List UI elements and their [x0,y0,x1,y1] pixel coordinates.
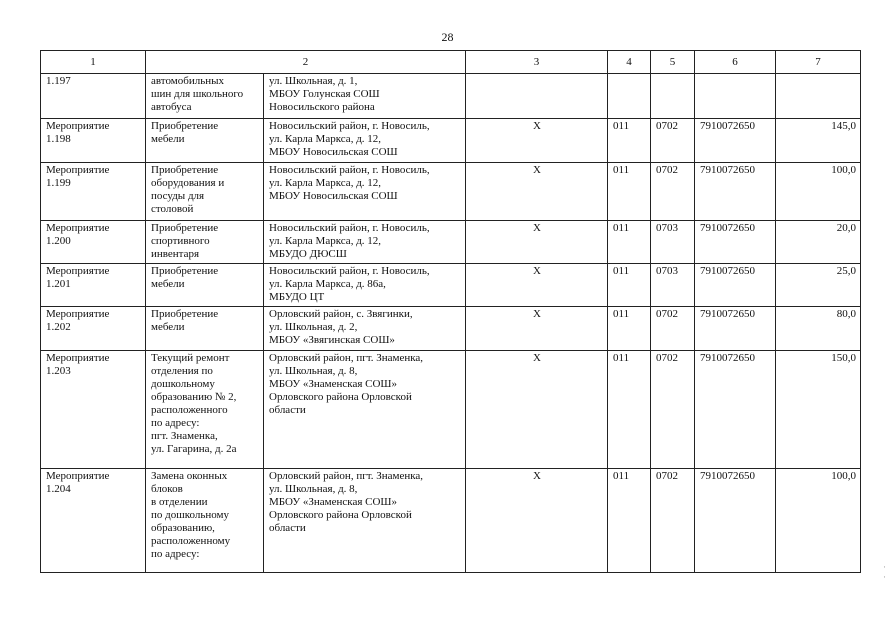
row-section-cell: 0702 [651,469,695,573]
row-amount-cell: 80,0 [776,307,861,351]
row-amount-cell: 145,0 [776,119,861,163]
row-code-cell: 011 [608,307,651,351]
row-name-cell: автомобильных шин для школьного автобуса [146,74,264,119]
row-id-cell: Мероприятие 1.198 [41,119,146,163]
table-row [41,307,861,351]
row-amount-cell: 20,0 [776,221,861,264]
row-target-cell: 7910072650 [695,264,776,307]
row-amount-cell: 150,0 [776,351,861,469]
row-address-cell: Новосильский район, г. Новосиль, ул. Карла Маркса, д. 12, МБОУ Новосильская СОШ [264,119,466,163]
row-x-cell [466,74,608,119]
row-code-cell [608,74,651,119]
header-row [41,51,861,74]
row-name-cell: Приобретение спортивного инвентаря [146,221,264,264]
table-row [41,469,861,573]
header-col-1: 1 [41,51,146,74]
row-id-cell: Мероприятие 1.201 [41,264,146,307]
table-row [41,119,861,163]
row-code-cell: 011 [608,469,651,573]
row-name-cell: Замена оконных блоков в отделении по дошкольному образованию, расположенному по адресу: [146,469,264,573]
row-name-cell: Приобретение оборудования и посуды для столовой [146,163,264,221]
row-code-cell: 011 [608,163,651,221]
row-x-cell: Х [466,163,608,221]
row-amount-cell: 100,0 [776,469,861,573]
table-row [41,221,861,264]
row-code-cell: 011 [608,264,651,307]
row-target-cell: 7910072650 [695,307,776,351]
row-target-cell: 7910072650 [695,163,776,221]
row-id-cell: Мероприятие 1.199 [41,163,146,221]
row-x-cell: Х [466,307,608,351]
row-x-cell: Х [466,221,608,264]
row-section-cell: 0703 [651,264,695,307]
row-section-cell [651,74,695,119]
row-section-cell: 0703 [651,221,695,264]
row-id-cell: 1.197 [41,74,146,119]
row-address-cell: Новосильский район, г. Новосиль, ул. Карла Маркса, д. 12, МБОУ Новосильская СОШ [264,163,466,221]
row-id-cell: Мероприятие 1.204 [41,469,146,573]
row-target-cell: 7910072650 [695,119,776,163]
page-number: 28 [441,30,454,44]
row-target-cell: 7910072650 [695,221,776,264]
row-address-cell: Орловский район, с. Звягинки, ул. Школьная, д. 2, МБОУ «Звягинская СОШ» [264,307,466,351]
row-code-cell: 011 [608,351,651,469]
row-address-cell: Орловский район, пгт. Знаменка, ул. Школьная, д. 8, МБОУ «Знаменская СОШ» Орловского района Орловской области [264,351,466,469]
row-address-cell: ул. Школьная, д. 1, МБОУ Голунская СОШ Новосильского района [264,74,466,119]
row-name-cell: Приобретение мебели [146,119,264,163]
row-target-cell [695,74,776,119]
row-target-cell: 7910072650 [695,351,776,469]
row-section-cell: 0702 [651,307,695,351]
row-code-cell: 011 [608,221,651,264]
row-x-cell: Х [466,351,608,469]
row-address-cell: Новосильский район, г. Новосиль, ул. Карла Маркса, д. 12, МБУДО ДЮСШ [264,221,466,264]
row-id-cell: Мероприятие 1.202 [41,307,146,351]
row-amount-cell [776,74,861,119]
row-target-cell: 7910072650 [695,469,776,573]
table-row [41,351,861,469]
row-section-cell: 0702 [651,163,695,221]
table-row [41,163,861,221]
table-row [41,74,861,119]
row-x-cell: Х [466,119,608,163]
header-col-4: 4 [608,51,651,74]
header-col-7: 7 [776,51,861,74]
row-id-cell: Мероприятие 1.203 [41,351,146,469]
row-x-cell: Х [466,264,608,307]
budget-table [40,50,861,573]
row-code-cell: 011 [608,119,651,163]
row-name-cell: Приобретение мебели [146,307,264,351]
header-col-3: 3 [466,51,608,74]
row-name-cell: Текущий ремонт отделения по дошкольному образованию № 2, расположенного по адресу: пгт. Знаменка, ул. Гагарина, д. 2а [146,351,264,469]
row-x-cell: Х [466,469,608,573]
row-address-cell: Орловский район, пгт. Знаменка, ул. Школьная, д. 8, МБОУ «Знаменская СОШ» Орловского района Орловской области [264,469,466,573]
row-name-cell: Приобретение мебели [146,264,264,307]
header-col-6: 6 [695,51,776,74]
header-col-5: 5 [651,51,695,74]
table-row [41,264,861,307]
scan-artifact: · · [883,562,886,582]
row-id-cell: Мероприятие 1.200 [41,221,146,264]
row-section-cell: 0702 [651,351,695,469]
header-col-2: 2 [146,51,466,74]
row-section-cell: 0702 [651,119,695,163]
row-amount-cell: 100,0 [776,163,861,221]
row-amount-cell: 25,0 [776,264,861,307]
row-address-cell: Новосильский район, г. Новосиль, ул. Карла Маркса, д. 86а, МБУДО ЦТ [264,264,466,307]
